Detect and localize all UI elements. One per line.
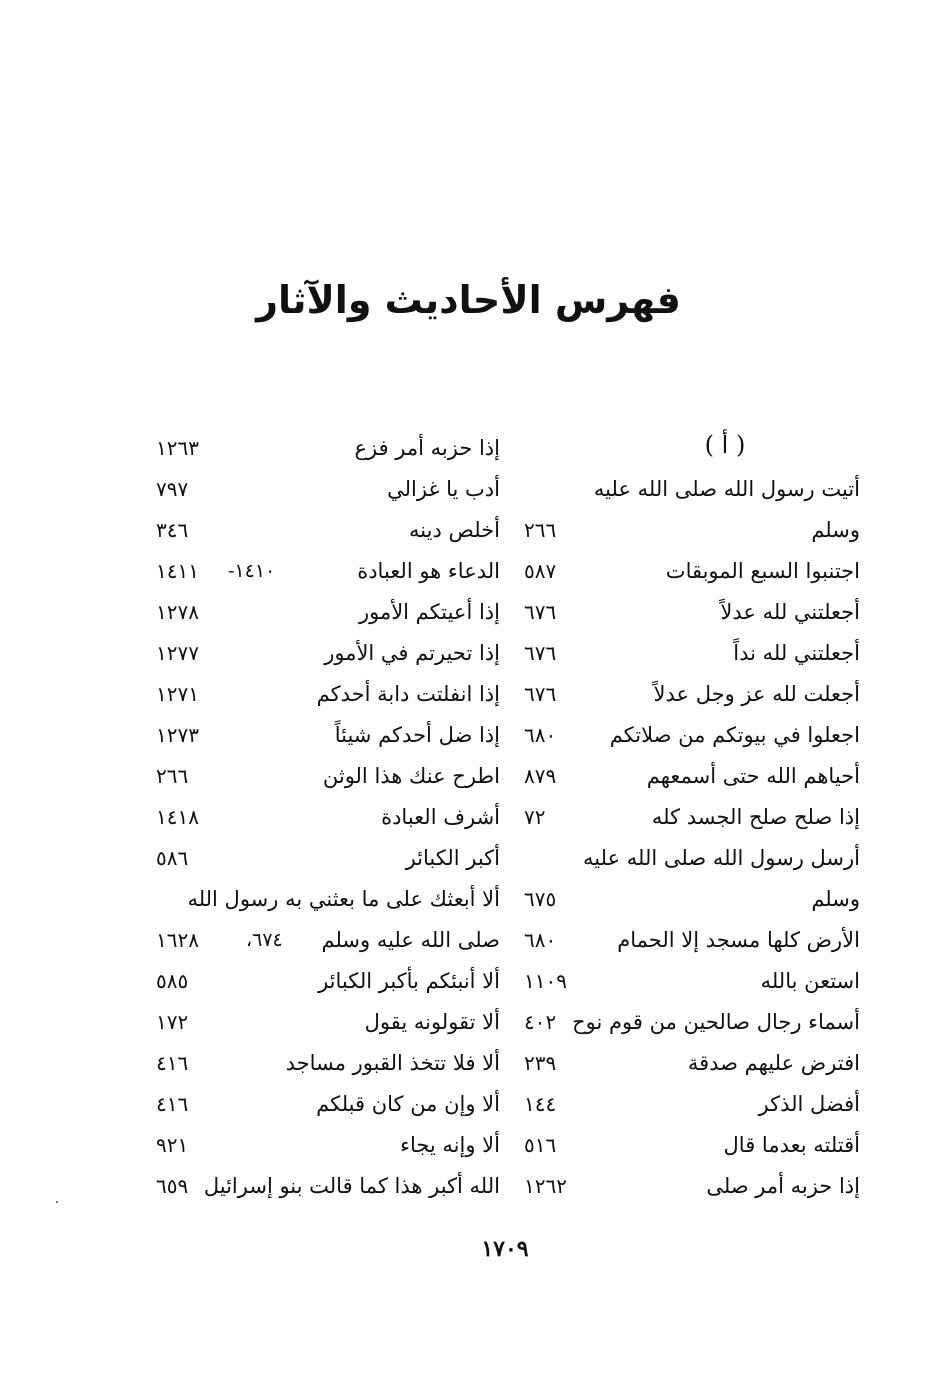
entry-page: ١٢٦٣	[156, 436, 199, 460]
index-entry	[150, 428, 500, 468]
entry-page: ٤٠٢	[524, 1010, 557, 1034]
entry-page: ١٧٢	[156, 1010, 189, 1034]
entry-text: أحياهم الله حتى أسمعهم	[646, 764, 860, 788]
entry-text: أقتلته بعدما قال	[723, 1133, 860, 1157]
index-entry	[150, 797, 500, 837]
index-entry	[520, 510, 860, 550]
entry-text: أتيت رسول الله صلى الله عليه	[593, 477, 860, 501]
entry-page: ٢٦٦	[156, 764, 189, 788]
entry-text: أجعلتني لله نداً	[733, 641, 860, 665]
entry-text: أسماء رجال صالحين من قوم نوح	[572, 1010, 860, 1034]
index-entry	[520, 838, 860, 878]
index-entry	[150, 633, 500, 673]
entry-text: الأرض كلها مسجد إلا الحمام	[617, 928, 860, 952]
index-entry	[520, 756, 860, 796]
index-entry	[150, 592, 500, 632]
entry-text: ألا أنبئكم بأكبر الكبائر	[318, 969, 500, 993]
entry-page-extra: ١٤١٠-	[228, 560, 276, 582]
entry-text: إذا تحيرتم في الأمور	[324, 641, 500, 665]
entry-text: وسلم	[811, 518, 860, 542]
entry-page: ٥٨٧	[524, 559, 557, 583]
index-entry	[150, 838, 500, 878]
index-entry	[520, 633, 860, 673]
entry-page: ٦٨٠	[524, 928, 557, 952]
index-entry	[150, 510, 500, 550]
index-entry	[520, 879, 860, 919]
entry-text: أجعلت لله عز وجل عدلاً	[653, 682, 860, 706]
entry-page: ١١٠٩	[524, 969, 567, 993]
entry-text: ألا أبعثك على ما بعثني به رسول الله	[187, 887, 500, 911]
entry-page: ٤١٦	[156, 1092, 189, 1116]
entry-page: ١٦٢٨	[156, 928, 199, 952]
index-entry	[150, 879, 500, 919]
index-entry	[150, 715, 500, 755]
index-entry	[520, 797, 860, 837]
index-entry	[520, 1084, 860, 1124]
entry-page: ٤١٦	[156, 1051, 189, 1075]
entry-page: ٧٩٧	[156, 477, 189, 501]
index-entry	[520, 674, 860, 714]
index-entry	[520, 1166, 860, 1206]
index-entry	[520, 1043, 860, 1083]
entry-page: ٦٧٦	[524, 600, 557, 624]
entry-text: استعن بالله	[760, 969, 860, 993]
entry-text: ألا فلا تتخذ القبور مساجد	[285, 1051, 500, 1075]
index-entry	[520, 920, 860, 960]
entry-page: ٧٢	[524, 805, 546, 829]
entry-text: اجعلوا في بيوتكم من صلاتكم	[609, 723, 860, 747]
index-entry	[150, 1043, 500, 1083]
entry-text: أفضل الذكر	[758, 1092, 860, 1116]
entry-page: ٥٨٥	[156, 969, 189, 993]
index-entry	[520, 961, 860, 1001]
entry-page: ١٢٧٣	[156, 723, 199, 747]
entry-text: الدعاء هو العبادة	[357, 559, 500, 583]
index-entry	[150, 674, 500, 714]
index-entry	[150, 756, 500, 796]
entry-text: إذا حزبه أمر فزع	[354, 436, 500, 460]
entry-text: أجعلتني لله عدلاً	[720, 600, 860, 624]
entry-text: ألا وإنه يجاء	[400, 1133, 500, 1157]
entry-page: ١٢٧٨	[156, 600, 199, 624]
entry-page: ٦٥٩	[156, 1174, 189, 1198]
entry-text: اطرح عنك هذا الوثن	[322, 764, 500, 788]
index-entry	[150, 920, 500, 960]
entry-page: ١٤١١	[156, 559, 199, 583]
entry-text: الله أكبر هذا كما قالت بنو إسرائيل	[203, 1174, 500, 1198]
entry-page: ٨٧٩	[524, 764, 557, 788]
entry-page: ١٢٦٢	[524, 1174, 567, 1198]
entry-text: إذا ضل أحدكم شيئاً	[334, 723, 500, 747]
entry-page: ٥٨٦	[156, 846, 189, 870]
entry-page: ١٢٧١	[156, 682, 199, 706]
index-entry	[150, 1002, 500, 1042]
index-entry	[520, 551, 860, 591]
entry-text: ألا وإن من كان قبلكم	[316, 1092, 500, 1116]
entry-text: أخلص دينه	[409, 518, 500, 542]
index-entry	[150, 469, 500, 509]
entry-page: ١٤١٨	[156, 805, 199, 829]
entry-page: ٦٧٥	[524, 887, 557, 911]
page-title: فهرس الأحاديث والآثار	[256, 278, 681, 322]
entry-page-extra: ٦٧٤،	[246, 929, 283, 951]
index-entry	[150, 1125, 500, 1165]
entry-page: ٣٤٦	[156, 518, 189, 542]
entry-text: أشرف العبادة	[381, 805, 500, 829]
entry-text: اجتنبوا السبع الموبقات	[665, 559, 860, 583]
entry-page: ٦٨٠	[524, 723, 557, 747]
page-number: ١٧٠٩	[481, 1236, 529, 1262]
index-entry	[150, 961, 500, 1001]
entry-text: افترض عليهم صدقة	[687, 1051, 860, 1075]
entry-text: وسلم	[811, 887, 860, 911]
entry-page: ١٢٧٧	[156, 641, 199, 665]
section-letter: ( أ )	[704, 431, 746, 459]
entry-text: أدب يا غزالي	[387, 477, 500, 501]
entry-text: إذا أعيتكم الأمور	[358, 600, 500, 624]
entry-text: صلى الله عليه وسلم	[321, 928, 500, 952]
entry-text: إذا صلح صلح الجسد كله	[651, 805, 860, 829]
entry-page: ٥١٦	[524, 1133, 557, 1157]
entry-page: ٩٢١	[156, 1133, 189, 1157]
entry-page: ٢٦٦	[524, 518, 557, 542]
index-entry	[520, 1125, 860, 1165]
entry-text: إذا انفلتت دابة أحدكم	[316, 682, 500, 706]
index-entry	[520, 1002, 860, 1042]
entry-page: ٢٣٩	[524, 1051, 557, 1075]
index-entry	[150, 1084, 500, 1124]
entry-text: أكبر الكبائر	[405, 846, 500, 870]
entry-page: ١٤٤	[524, 1092, 557, 1116]
entry-text: ألا تقولونه يقول	[364, 1010, 500, 1034]
entry-page: ٦٧٦	[524, 641, 557, 665]
index-entry	[520, 715, 860, 755]
index-entry	[520, 469, 860, 509]
entry-page: ٦٧٦	[524, 682, 557, 706]
index-entry	[150, 551, 500, 591]
index-entry	[520, 592, 860, 632]
entry-text: إذا حزبه أمر صلى	[706, 1174, 860, 1198]
entry-text: أرسل رسول الله صلى الله عليه	[583, 846, 860, 870]
scan-speck	[56, 1201, 58, 1203]
index-entry	[150, 1166, 500, 1206]
